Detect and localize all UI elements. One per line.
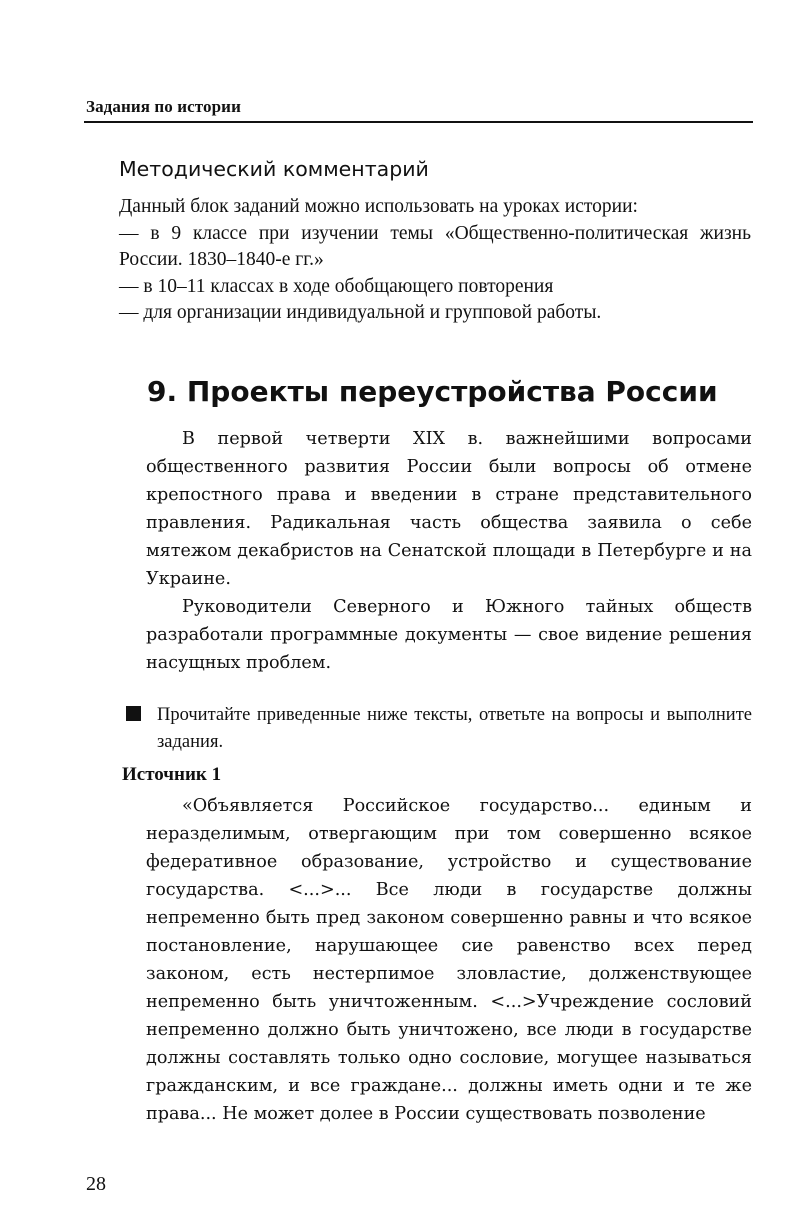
section-title: 9. Проекты переустройства России [147,375,718,408]
header-rule [84,121,753,123]
intro-paragraph: В первой четверти XIX в. важнейшими вопросами общественного развития России были вопросы об отмене крепостного права и введении в стране представительного правления. Радикальная часть общества заявила о себе мятежом декабристов на Сенатской площади в Петербурге и на Украине. [146,429,752,589]
task-block [126,702,752,756]
method-line: — для организации индивидуальной и групповой работы. [119,302,602,323]
section-intro [146,425,752,677]
task-text: Прочитайте приведенные ниже тексты, ответьте на вопросы и выполните задания. [157,705,752,752]
method-line: — в 10–11 классах в ходе обобщающего повторения [119,275,554,297]
quote-text: «Объявляется Российское государство... единым и неразделимым, отвергающим при том совершенно всякое федеративное образование, устройство и существование государства. <...>... Все люди в государстве должны непременно быть пред законом совершенно равны и что всякое постановление, нарушающее сие равенство всех перед законом, есть нестерпимое зловластие, долженствующее непременно быть уничтоженным. <...>Учреждение сословий непременно должно быть уничтожено, все люди в государстве должны составлять только одно сословие, могущее называться гражданским, и все граждане... должны иметь одни и те же права... Не может долее в России существовать позволение [146,796,752,1124]
method-line: Данный блок заданий можно использовать на уроках истории: [119,196,638,217]
page-number: 28 [86,1173,106,1195]
running-head: Задания по истории [86,97,241,116]
method-line: — в 9 классе при изучении темы «Общественно-политическая жизнь России. 1830–1840-е гг.» [119,222,751,270]
method-comment-body [119,194,751,327]
intro-paragraph: Руководители Северного и Южного тайных обществ разработали программные документы — свое видение решения насущных проблем. [146,597,752,673]
method-comment-title: Методический комментарий [119,157,429,181]
source-label: Источник 1 [122,764,222,785]
square-bullet-icon [126,706,141,721]
source-quote [146,792,752,1128]
